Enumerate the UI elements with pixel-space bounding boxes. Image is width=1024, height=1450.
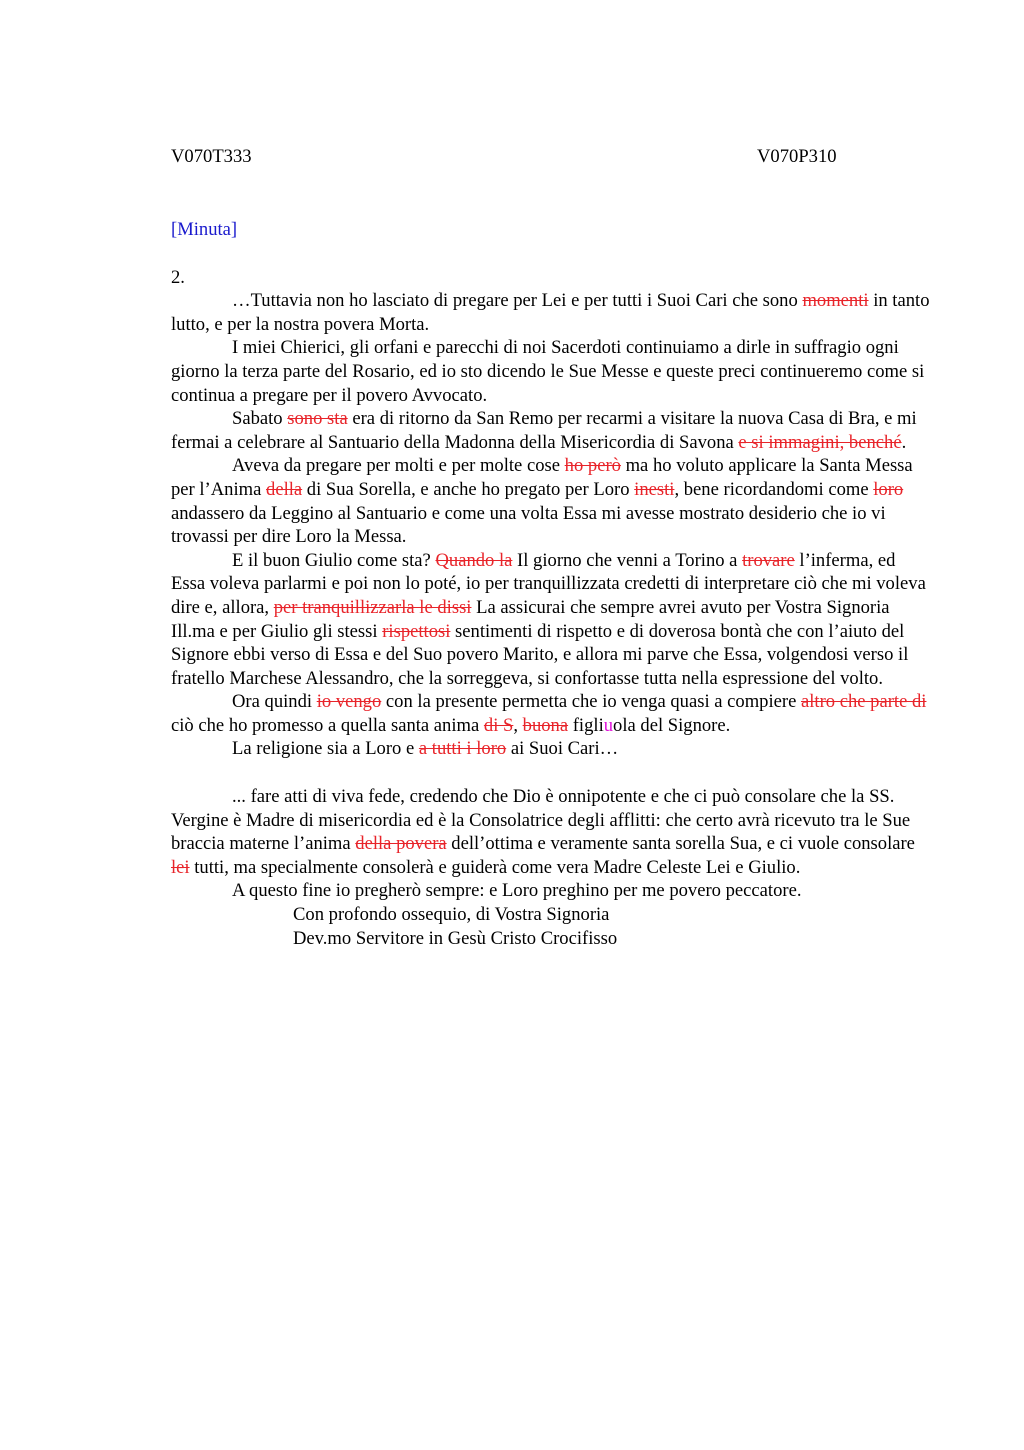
text-segment: sentimenti di rispetto e di doverosa bontà che con l’aiuto del Signore ebbi verso di Essa e del Suo povero Marito, e allora mi parve che Essa, volgendosi verso il fratello Marchese Alessandro, che la sorreggeva, si confortasse tutta nella espressione del volto. bbox=[171, 620, 909, 689]
paragraph bbox=[171, 454, 931, 548]
deleted-text: loro bbox=[873, 478, 904, 500]
left-document-id: V070T333 bbox=[171, 146, 252, 167]
deleted-text: rispettosi bbox=[382, 620, 451, 642]
deleted-text: inesti bbox=[634, 478, 675, 500]
paragraph bbox=[171, 336, 931, 407]
closing-salutation: Con profondo ossequio, di Vostra Signoria bbox=[293, 904, 610, 926]
paragraph bbox=[171, 549, 931, 691]
paragraph bbox=[171, 690, 931, 737]
text-segment: andassero da Leggino al Santuario e come una volta Essa mi avesse mostrato desiderio che io vi trovassi per dire Loro la Messa. bbox=[171, 502, 886, 548]
text-segment: Aveva da pregare per molti e per molte cose bbox=[232, 455, 565, 477]
deleted-text: trovare bbox=[742, 549, 795, 571]
section-gap bbox=[171, 761, 931, 785]
deleted-text: lei bbox=[171, 856, 190, 878]
paragraph bbox=[171, 737, 931, 761]
text-segment: La assicurai che sempre avrei avuto per Vostra Signoria Ill.ma e per Giulio gli stessi bbox=[171, 596, 890, 642]
text-segment: . bbox=[901, 431, 907, 453]
deleted-text: ho però bbox=[564, 455, 621, 477]
deleted-text: per tranquillizzarla le dissi bbox=[273, 596, 472, 618]
letter-body-second-part bbox=[171, 785, 931, 903]
deleted-text: sono sta bbox=[287, 408, 348, 430]
text-segment: in tanto lutto, e per la nostra povera Morta. bbox=[171, 290, 930, 335]
text-segment: ... fare atti di viva fede, credendo che Dio è onnipotente e che ci può consolare che la SS. Vergine è Madre di misericordia ed è la Consolatrice degli afflitti: che certo avrà ricevuto tra le Sue braccia materne l’anima bbox=[171, 786, 911, 855]
text-segment: con la presente permetta che io venga quasi a compiere bbox=[381, 691, 801, 713]
text-segment: E il buon Giulio come sta? bbox=[232, 549, 436, 571]
paragraph bbox=[171, 785, 931, 879]
text-segment: ai Suoi Cari… bbox=[506, 738, 619, 760]
text-segment: dell’ottima e veramente santa sorella Sua, e ci vuole consolare bbox=[446, 833, 915, 855]
text-segment: ciò che ho promesso a quella santa anima bbox=[171, 714, 484, 736]
deleted-text: della povera bbox=[355, 833, 447, 855]
deleted-text: di S bbox=[483, 714, 514, 736]
document-identifiers bbox=[171, 145, 931, 169]
deleted-text: buona bbox=[522, 714, 569, 736]
paragraph bbox=[171, 407, 931, 454]
text-segment: …Tuttavia non ho lasciato di pregare per Lei e per tutti i Suoi Cari che sono bbox=[232, 290, 803, 312]
text-segment: A questo fine io pregherò sempre: e Loro preghino per me povero peccatore. bbox=[232, 880, 802, 902]
closing-signature-line: Dev.mo Servitore in Gesù Cristo Crocifisso bbox=[293, 927, 618, 949]
deleted-text: altro che parte di bbox=[801, 691, 927, 713]
right-document-id: V070P310 bbox=[757, 146, 837, 167]
letter-body-first-part bbox=[171, 289, 931, 761]
text-segment: tutti, ma specialmente consolerà e guiderà come vera Madre Celeste Lei e Giulio. bbox=[189, 856, 801, 878]
letter-page bbox=[171, 145, 931, 950]
deleted-text: e si immagini, benché bbox=[738, 431, 902, 453]
text-segment: Sabato bbox=[232, 408, 288, 430]
text-segment: , bene ricordandomi come bbox=[674, 478, 874, 500]
paragraph bbox=[171, 879, 931, 903]
text-segment: era di ritorno da San Remo per recarmi a visitare la nuova Casa di Bra, e mi fermai a celebrare al Santuario della Madonna della Misericordia di Savona bbox=[171, 408, 917, 453]
text-segment: Il giorno che venni a Torino a bbox=[512, 549, 743, 571]
text-segment: Ora quindi bbox=[232, 691, 317, 713]
inserted-text: u bbox=[603, 714, 614, 736]
text-segment: ola del Signore. bbox=[613, 714, 731, 736]
text-segment: , bbox=[513, 714, 523, 736]
text-segment: di Sua Sorella, e anche ho pregato per Loro bbox=[302, 478, 635, 500]
deleted-text: Quando la bbox=[435, 549, 513, 571]
deleted-text: della bbox=[266, 478, 303, 500]
text-segment: ma ho voluto applicare la Santa Messa per l’Anima bbox=[171, 455, 913, 500]
text-segment: La religione sia a Loro e bbox=[232, 738, 419, 760]
deleted-text: a tutti i loro bbox=[418, 738, 507, 760]
text-segment: I miei Chierici, gli orfani e parecchi di noi Sacerdoti continuiamo a dirle in suffragio ogni giorno la terza parte del Rosario, ed io sto dicendo le Sue Messe e queste preci continueremo come si continua a pregare per il povero Avvocato. bbox=[171, 337, 925, 406]
deleted-text: momenti bbox=[802, 290, 869, 312]
text-segment: l’inferma, ed Essa voleva parlarmi e poi non lo poté, io per tranquillizzata credetti di interpretare ciò che mi voleva dire e, allora, bbox=[171, 549, 926, 618]
minuta-label: [Minuta] bbox=[171, 219, 238, 240]
section-number: 2. bbox=[171, 266, 185, 288]
paragraph bbox=[171, 289, 931, 336]
deleted-text: io vengo bbox=[316, 691, 382, 713]
text-segment: figli bbox=[568, 714, 604, 736]
